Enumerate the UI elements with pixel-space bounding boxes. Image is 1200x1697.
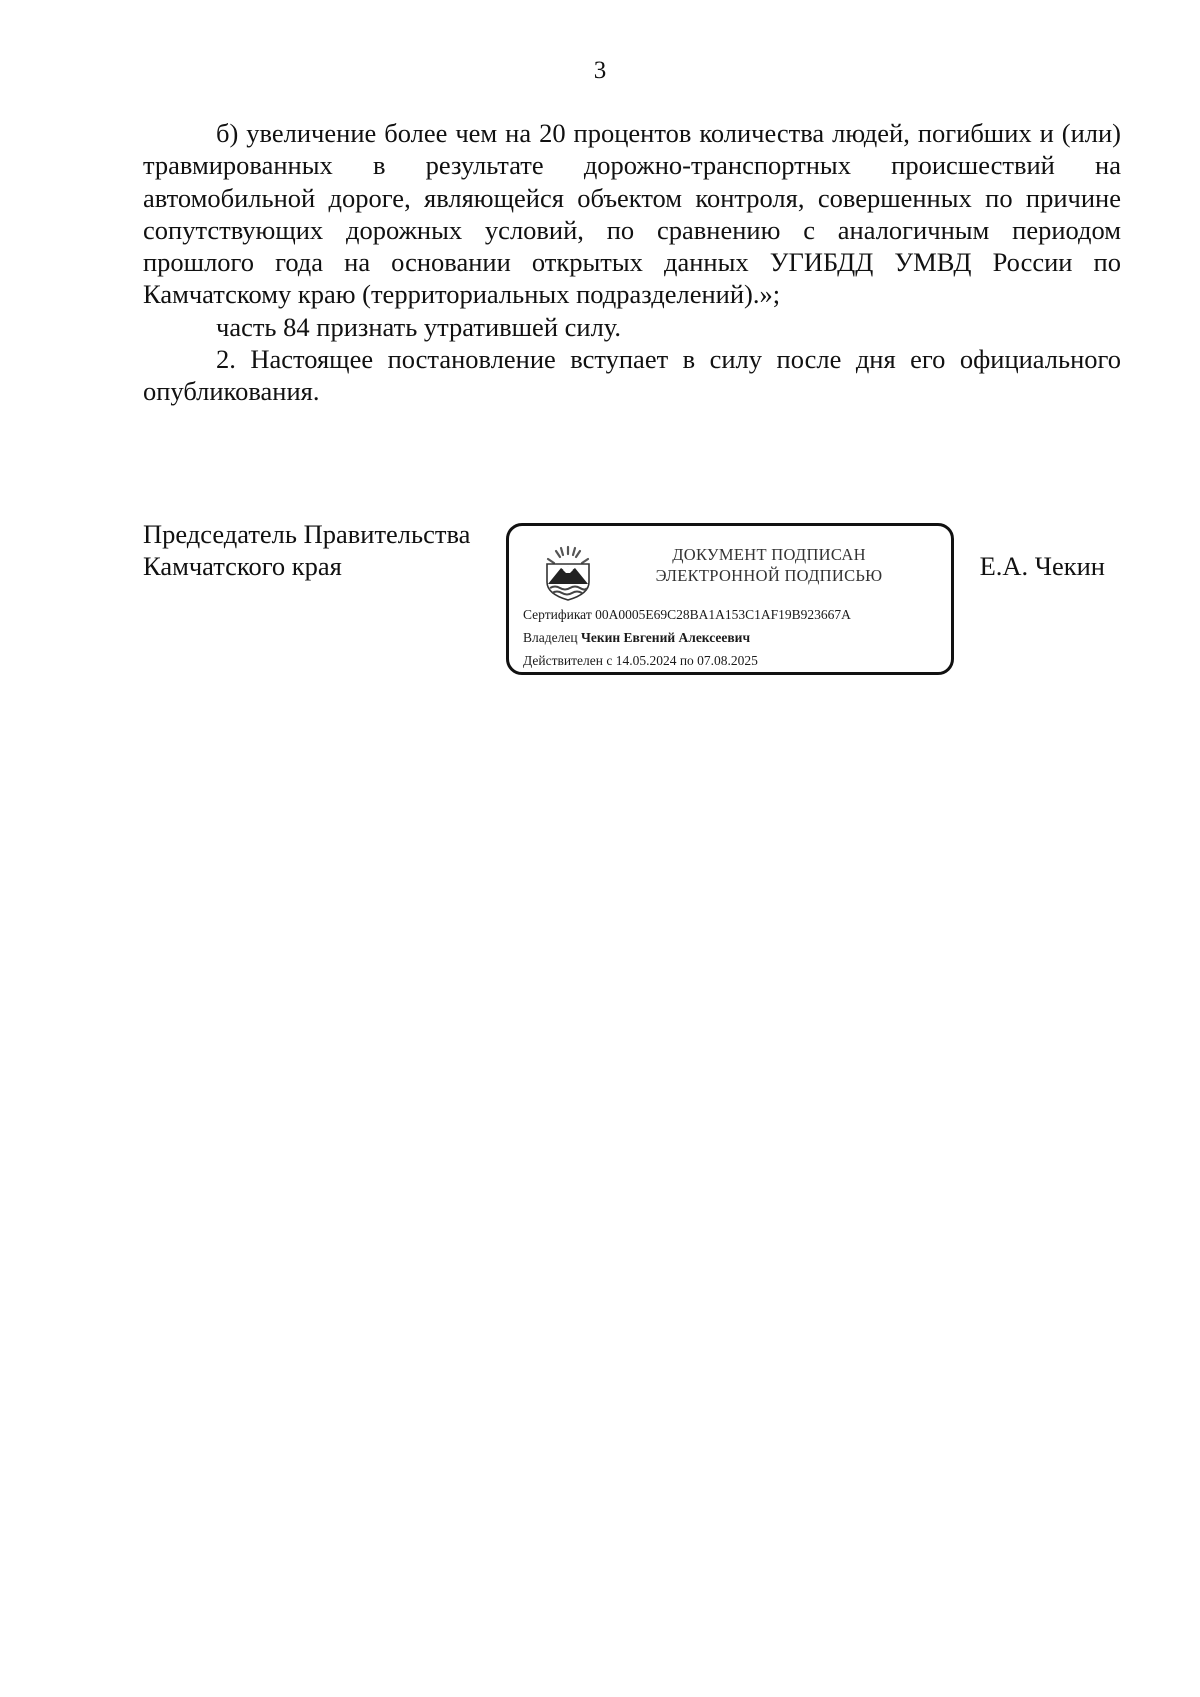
stamp-details bbox=[523, 603, 851, 672]
validity-row bbox=[523, 649, 851, 672]
signer-position-line2: Камчатского края bbox=[143, 551, 342, 581]
signer-position-line1: Председатель Правительства bbox=[143, 519, 471, 549]
signature-block bbox=[143, 518, 1121, 708]
signer-name: Е.А. Чекин bbox=[979, 551, 1105, 581]
kamchatka-coat-of-arms-icon bbox=[543, 544, 593, 602]
signer-position bbox=[143, 518, 470, 582]
owner-value: Чекин Евгений Алексеевич bbox=[580, 630, 751, 645]
certificate-row bbox=[523, 603, 851, 626]
stamp-heading bbox=[609, 544, 929, 586]
certificate-label: Сертификат bbox=[523, 607, 592, 622]
stamp-heading-line1: ДОКУМЕНТ ПОДПИСАН bbox=[672, 545, 866, 564]
owner-row bbox=[523, 626, 851, 649]
page-number: 3 bbox=[593, 57, 607, 84]
electronic-signature-stamp bbox=[506, 523, 954, 675]
valid-from-label: с bbox=[606, 653, 613, 668]
paragraph-b: б) увеличение более чем на 20 процентов количества людей, погибших и (или) травмированных в результате дорожно-транспортных происшествий на автомобильной дороге, являющейся объектом контроля, совершенных по причине сопутствующих дорожных условий, по сравнению с аналогичным периодом прошлого года на основании открытых данных УГИБДД УМВД России по Камчатскому краю (территориальных подразделений).»; bbox=[143, 118, 1121, 310]
valid-to-date: 07.08.2025 bbox=[697, 653, 758, 668]
valid-from-date: 14.05.2024 bbox=[615, 653, 677, 668]
stamp-heading-line2: ЭЛЕКТРОННОЙ ПОДПИСЬЮ bbox=[655, 566, 883, 585]
valid-label: Действителен bbox=[523, 653, 603, 668]
valid-to-label: по bbox=[679, 653, 694, 668]
owner-label: Владелец bbox=[523, 630, 578, 645]
certificate-value: 00A0005E69C28BA1A153C1AF19B923667A bbox=[595, 607, 851, 622]
paragraph-part-84: часть 84 признать утратившей силу. bbox=[216, 311, 622, 342]
document-body bbox=[143, 117, 1121, 408]
paragraph-2: 2. Настоящее постановление вступает в силу после дня его официального опубликования. bbox=[143, 344, 1121, 407]
